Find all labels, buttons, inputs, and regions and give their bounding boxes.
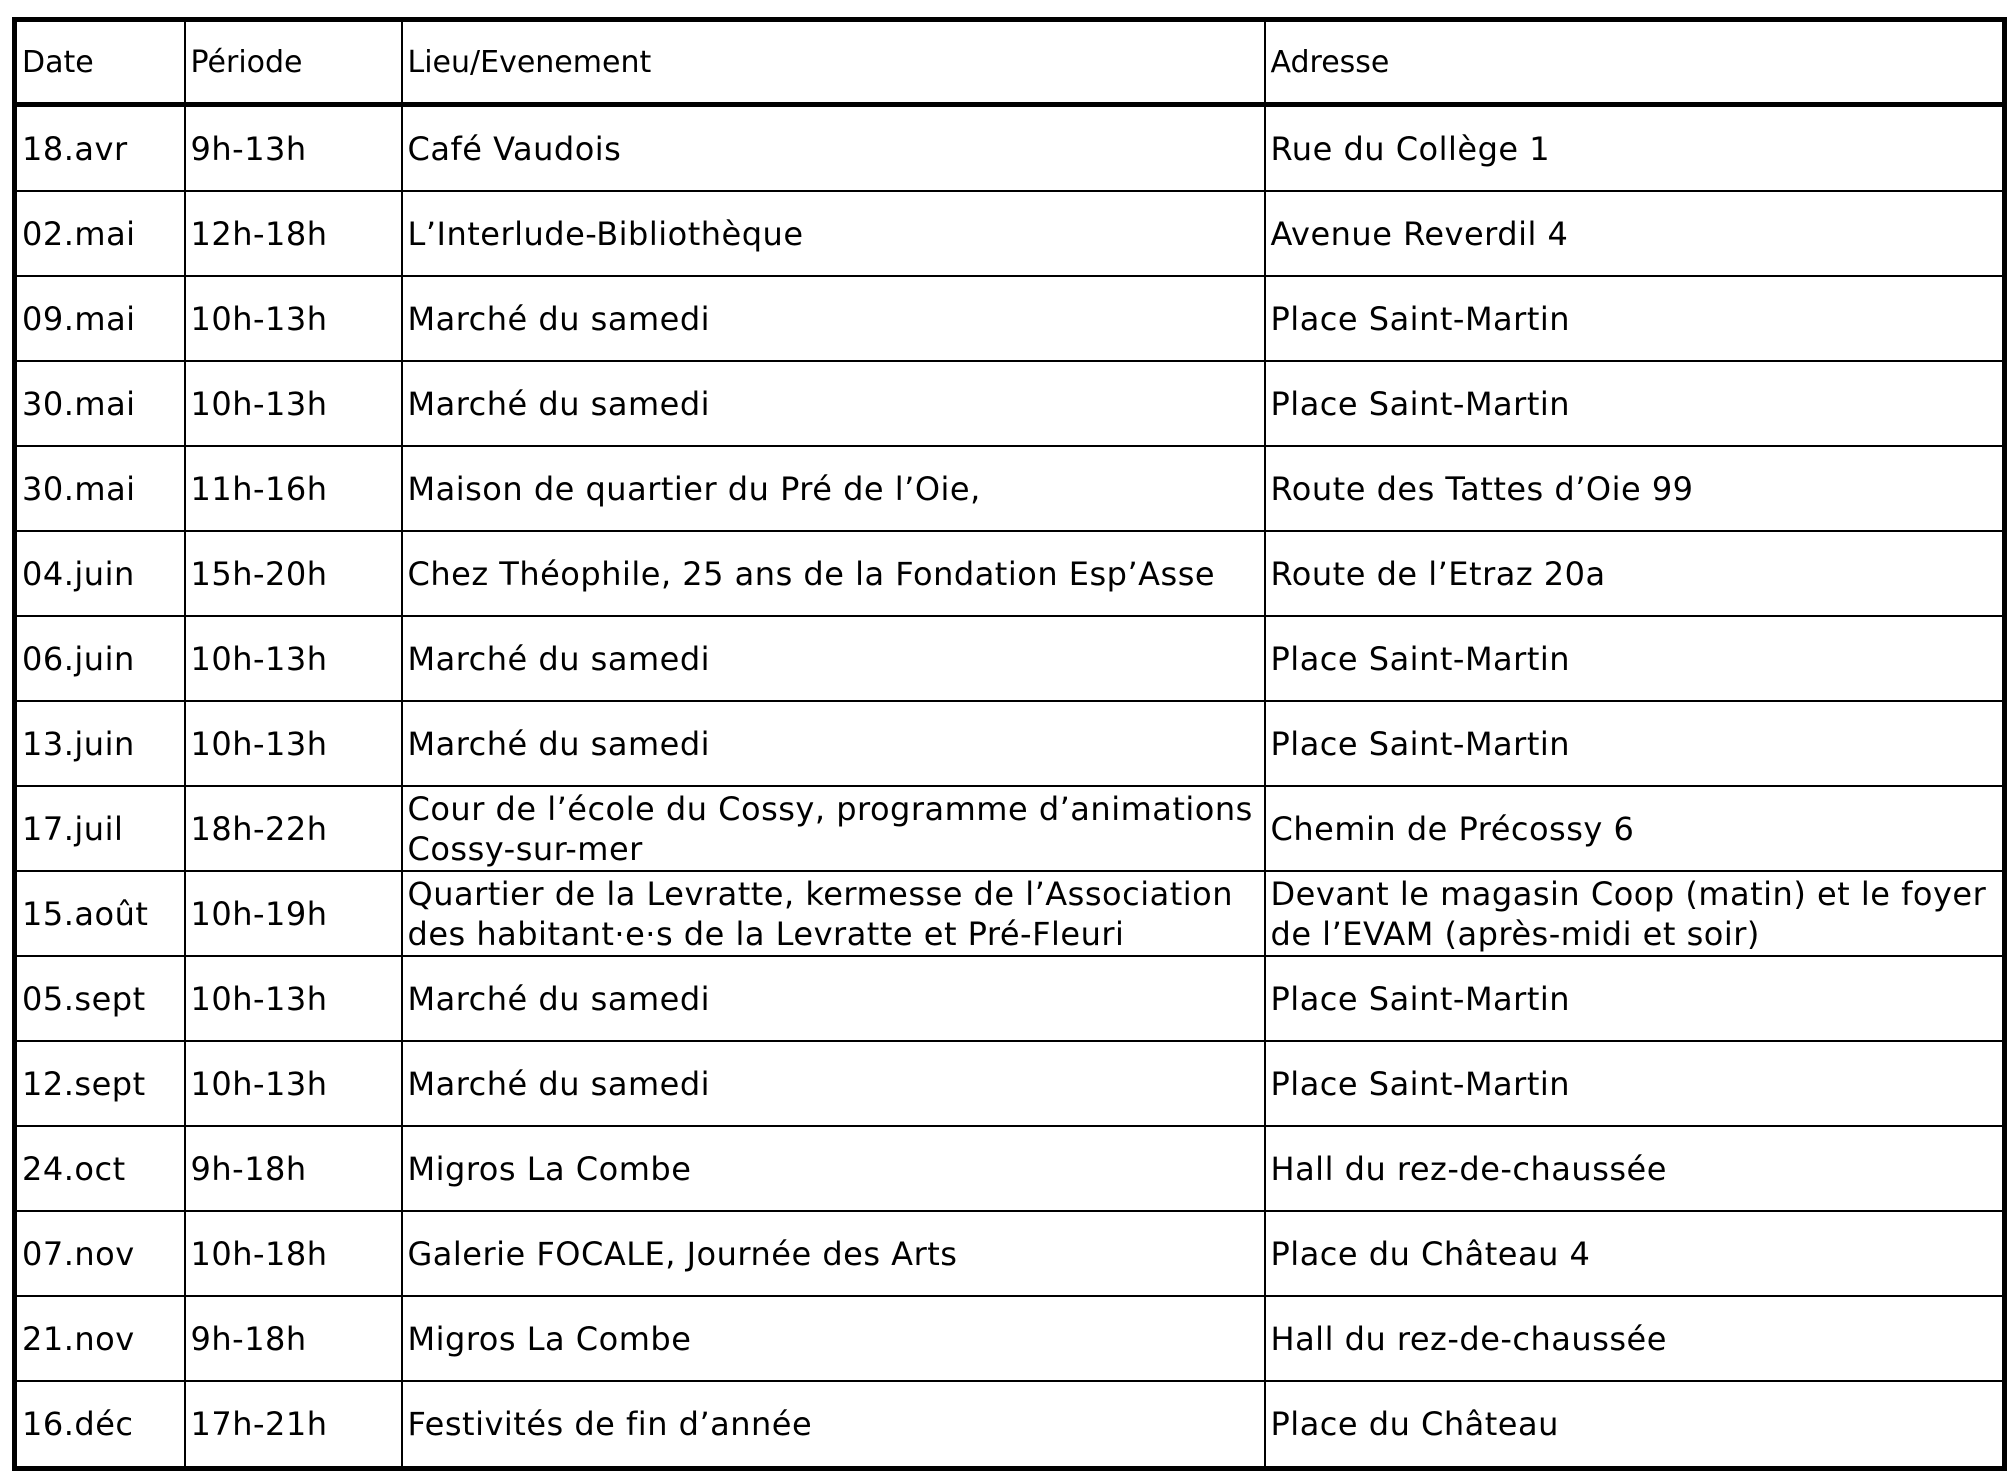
table-row (15, 446, 2005, 531)
date-cell: 18.avr (15, 105, 185, 192)
table-row (15, 1381, 2005, 1469)
period-cell: 18h-22h (185, 786, 402, 871)
date-cell: 07.nov (15, 1211, 185, 1296)
date-cell: 05.sept (15, 956, 185, 1041)
table-header (15, 20, 2005, 105)
date-cell: 02.mai (15, 191, 185, 276)
table-row (15, 531, 2005, 616)
event-cell: Marché du samedi (402, 361, 1265, 446)
schedule-table (12, 17, 2007, 1471)
header-date: Date (15, 20, 185, 105)
date-cell: 30.mai (15, 446, 185, 531)
event-cell: Migros La Combe (402, 1296, 1265, 1381)
date-cell: 30.mai (15, 361, 185, 446)
header-address: Adresse (1265, 20, 2005, 105)
address-cell: Place Saint-Martin (1265, 1041, 2005, 1126)
header-row (15, 20, 2005, 105)
period-cell: 9h-18h (185, 1296, 402, 1381)
period-cell: 15h-20h (185, 531, 402, 616)
event-cell: Quartier de la Levratte, kermesse de l’Association des habitant·e·s de la Levratte et Pré-Fleuri (402, 871, 1265, 956)
event-cell: Galerie FOCALE, Journée des Arts (402, 1211, 1265, 1296)
table-row (15, 786, 2005, 871)
event-cell: Maison de quartier du Pré de l’Oie, (402, 446, 1265, 531)
event-cell: Marché du samedi (402, 956, 1265, 1041)
table-row (15, 956, 2005, 1041)
address-cell: Avenue Reverdil 4 (1265, 191, 2005, 276)
address-cell: Place Saint-Martin (1265, 276, 2005, 361)
table-row (15, 701, 2005, 786)
table-row (15, 191, 2005, 276)
table-body (15, 105, 2005, 1469)
period-cell: 10h-13h (185, 1041, 402, 1126)
date-cell: 15.août (15, 871, 185, 956)
event-cell: Chez Théophile, 25 ans de la Fondation Esp’Asse (402, 531, 1265, 616)
event-cell: Marché du samedi (402, 616, 1265, 701)
event-cell: Marché du samedi (402, 701, 1265, 786)
address-cell: Rue du Collège 1 (1265, 105, 2005, 192)
address-cell: Hall du rez-de-chaussée (1265, 1296, 2005, 1381)
period-cell: 9h-13h (185, 105, 402, 192)
event-cell: Festivités de fin d’année (402, 1381, 1265, 1469)
date-cell: 16.déc (15, 1381, 185, 1469)
period-cell: 10h-13h (185, 616, 402, 701)
period-cell: 10h-19h (185, 871, 402, 956)
table-row (15, 1211, 2005, 1296)
header-period: Période (185, 20, 402, 105)
table-row (15, 276, 2005, 361)
address-cell: Place du Château 4 (1265, 1211, 2005, 1296)
date-cell: 06.juin (15, 616, 185, 701)
address-cell: Devant le magasin Coop (matin) et le foyer de l’EVAM (après-midi et soir) (1265, 871, 2005, 956)
table-row (15, 1041, 2005, 1126)
event-cell: L’Interlude-Bibliothèque (402, 191, 1265, 276)
address-cell: Place du Château (1265, 1381, 2005, 1469)
period-cell: 9h-18h (185, 1126, 402, 1211)
date-cell: 24.oct (15, 1126, 185, 1211)
address-cell: Place Saint-Martin (1265, 701, 2005, 786)
date-cell: 09.mai (15, 276, 185, 361)
address-cell: Place Saint-Martin (1265, 956, 2005, 1041)
event-cell: Marché du samedi (402, 276, 1265, 361)
date-cell: 17.juil (15, 786, 185, 871)
event-cell: Migros La Combe (402, 1126, 1265, 1211)
period-cell: 10h-13h (185, 361, 402, 446)
period-cell: 10h-18h (185, 1211, 402, 1296)
date-cell: 12.sept (15, 1041, 185, 1126)
event-cell: Cour de l’école du Cossy, programme d’animations Cossy-sur-mer (402, 786, 1265, 871)
address-cell: Chemin de Précossy 6 (1265, 786, 2005, 871)
date-cell: 21.nov (15, 1296, 185, 1381)
period-cell: 11h-16h (185, 446, 402, 531)
address-cell: Hall du rez-de-chaussée (1265, 1126, 2005, 1211)
table-row (15, 1126, 2005, 1211)
date-cell: 04.juin (15, 531, 185, 616)
address-cell: Route de l’Etraz 20a (1265, 531, 2005, 616)
address-cell: Route des Tattes d’Oie 99 (1265, 446, 2005, 531)
date-cell: 13.juin (15, 701, 185, 786)
period-cell: 10h-13h (185, 276, 402, 361)
header-event: Lieu/Evenement (402, 20, 1265, 105)
event-cell: Café Vaudois (402, 105, 1265, 192)
table-row (15, 616, 2005, 701)
address-cell: Place Saint-Martin (1265, 616, 2005, 701)
table-row (15, 361, 2005, 446)
address-cell: Place Saint-Martin (1265, 361, 2005, 446)
table-row (15, 1296, 2005, 1381)
period-cell: 10h-13h (185, 701, 402, 786)
event-cell: Marché du samedi (402, 1041, 1265, 1126)
table-row (15, 105, 2005, 192)
period-cell: 17h-21h (185, 1381, 402, 1469)
table-row (15, 871, 2005, 956)
period-cell: 10h-13h (185, 956, 402, 1041)
period-cell: 12h-18h (185, 191, 402, 276)
